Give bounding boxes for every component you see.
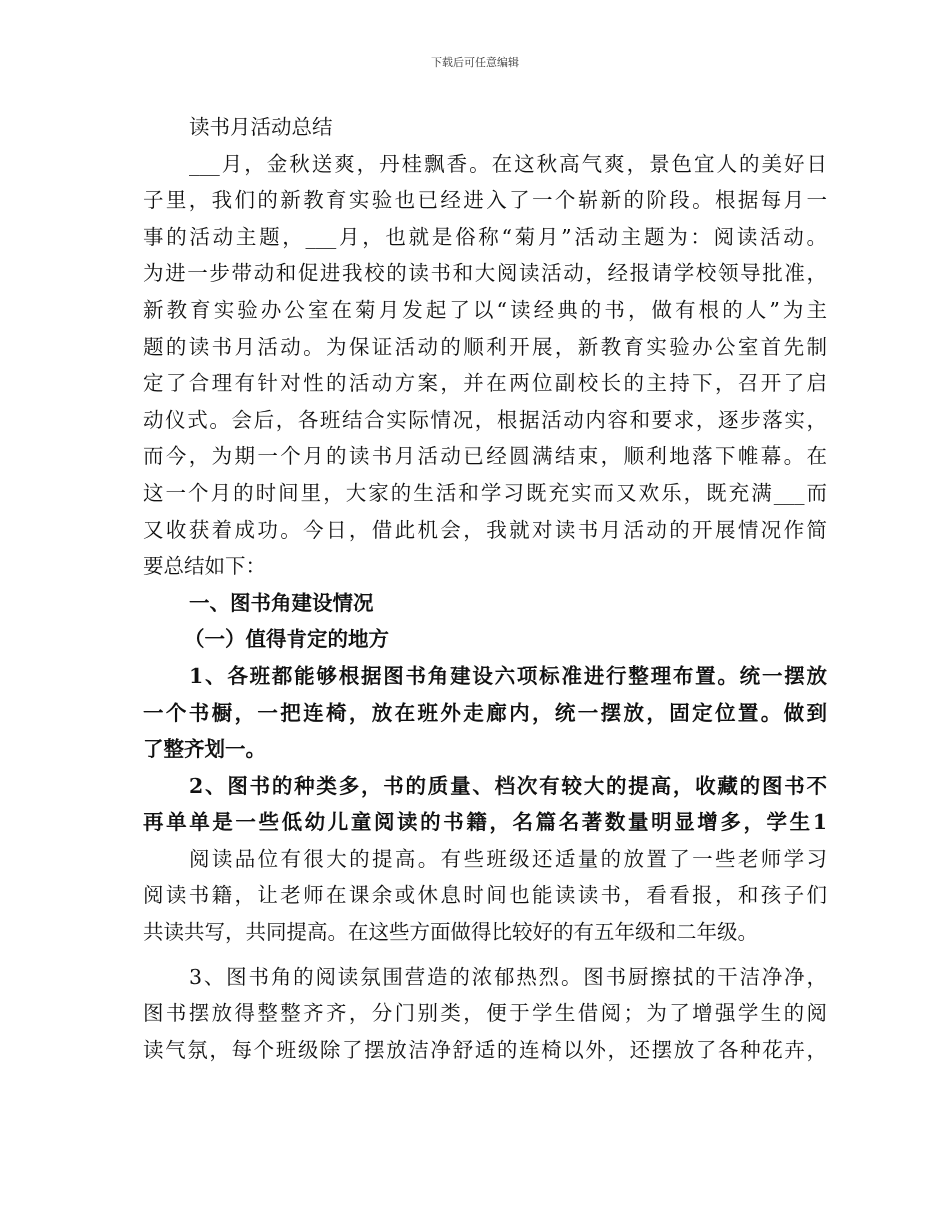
paragraph-line: 子里，我们的新教育实验也已经进入了一个崭新的阶段。根据每月一 [143, 188, 827, 213]
intro-paragraph [143, 146, 827, 585]
paragraph-line: 又收获着成功。今日，借此机会，我就对读书月活动的开展情况作简 [143, 517, 827, 542]
paragraph-line: 1、各班都能够根据图书角建设六项标准进行整理布置。统一摆放 [189, 663, 827, 688]
paragraph-line: ___月，金秋送爽，丹桂飘香。在这秋高气爽，景色宜人的美好日 [189, 151, 827, 176]
paragraph-line: 读气氛，每个班级除了摆放洁净舒适的连椅以外，还摆放了各种花卉， [143, 1037, 827, 1062]
paragraph-line: 3、图书角的阅读氛围营造的浓郁热烈。图书厨擦拭的干洁净净， [189, 964, 827, 989]
paragraph-line: 而今，为期一个月的读书月活动已经圆满结束，顺利地落下帷幕。在 [143, 444, 827, 469]
subsection-heading: （一）值得肯定的地方 [184, 627, 389, 652]
paragraph-line: 共读共写，共同提高。在这些方面做得比较好的有五年级和二年级。 [143, 920, 758, 945]
item-1-paragraph [143, 658, 827, 768]
paragraph-line: 再单单是一些低幼儿童阅读的书籍，名篇名著数量明显增多，学生1 [143, 810, 827, 835]
paragraph-line: 动仪式。会后，各班结合实际情况，根据活动内容和要求，逐步落实， [143, 407, 827, 432]
paragraph-line: 为进一步带动和促进我校的读书和大阅读活动，经报请学校领导批准， [143, 261, 827, 286]
paragraph-line: 定了合理有针对性的活动方案，并在两位副校长的主持下，召开了启 [143, 371, 827, 396]
paragraph-line: 阅读品位有很大的提高。有些班级还适量的放置了一些老师学习 [189, 846, 827, 871]
paragraph-line: 这一个月的时间里，大家的生活和学习既充实而又欢乐，既充满___而 [143, 480, 827, 505]
paragraph-line: 一个书橱，一把连椅，放在班外走廊内，统一摆放，固定位置。做到 [143, 700, 827, 725]
paragraph-line: 了整齐划一。 [143, 737, 266, 762]
paragraph-line: 事的活动主题，___月，也就是俗称“菊月”活动主题为：阅读活动。 [143, 224, 827, 249]
paragraph-line: 要总结如下： [143, 554, 266, 579]
item-3-paragraph [143, 959, 827, 1069]
paragraph-line: 图书摆放得整整齐齐，分门别类，便于学生借阅；为了增强学生的阅 [143, 1001, 827, 1026]
document-body [143, 109, 827, 1068]
paragraph-line: 阅读书籍，让老师在课余或休息时间也能读读书，看看报，和孩子们 [143, 883, 827, 908]
document-title: 读书月活动总结 [189, 115, 333, 139]
page-header-note: 下载后可任意编辑 [431, 56, 519, 69]
item-2-paragraph [143, 768, 827, 841]
paragraph-line: 新教育实验办公室在菊月发起了以“读经典的书，做有根的人”为主 [143, 297, 827, 322]
paragraph-line: 题的读书月活动。为保证活动的顺利开展，新教育实验办公室首先制 [143, 334, 827, 359]
paragraph-line: 2、图书的种类多，书的质量、档次有较大的提高，收藏的图书不 [189, 773, 827, 798]
paragraph-gap [143, 951, 827, 959]
section-heading: 一、图书角建设情况 [189, 590, 374, 615]
item-2-continuation [143, 841, 827, 951]
